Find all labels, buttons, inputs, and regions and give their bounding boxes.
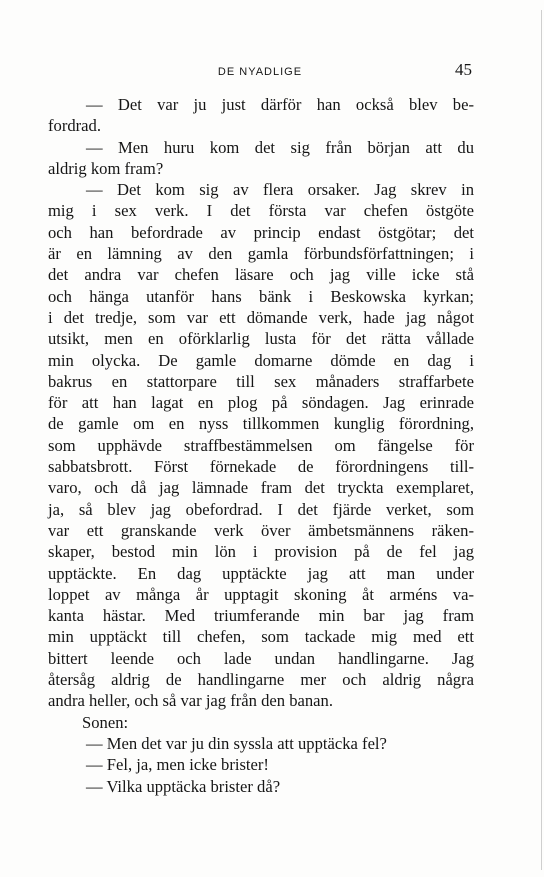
- text-line: — Fel, ja, men icke brister!: [86, 755, 269, 775]
- text-line: var ett granskande verk över ämbetsmännens räken-: [48, 520, 474, 540]
- text-line: bittert leende och lade undan handlingarne. Jag: [48, 648, 474, 668]
- text-line: min olycka. De gamle domarne dömde en dag i: [48, 350, 474, 370]
- text-line: — Men huru kom det sig från början att du: [86, 137, 474, 157]
- text-line: mig i sex verk. I det första var chefen östgöte: [48, 201, 474, 221]
- page-edge: [541, 10, 542, 870]
- text-line: varo, och då jag lämnade fram det tryckta exemplaret,: [48, 478, 474, 498]
- text-line: är en lämning av den gamla förbundsförfattningen; i: [48, 244, 474, 264]
- text-line: upptäckte. En dag upptäckte jag att man under: [48, 563, 474, 583]
- text-line: Sonen:: [82, 712, 129, 732]
- text-line: i det tredje, som var ett dömande verk, hade jag något: [48, 307, 474, 327]
- text-line: för att han lagat en plog på söndagen. Jag erinrade: [48, 393, 474, 413]
- text-line: min upptäckt till chefen, som tackade mig med ett: [48, 627, 474, 647]
- running-head: [48, 60, 472, 82]
- text-line: fordrad.: [48, 116, 101, 136]
- text-line: bakrus en stattorpare till sex månaders straffarbete: [48, 371, 474, 391]
- text-line: — Men det var ju din syssla att upptäcka fel?: [86, 733, 387, 753]
- text-line: loppet av många år upptagit skoning åt arméns va-: [48, 584, 474, 604]
- text-line: aldrig kom fram?: [48, 158, 164, 178]
- text-line: skaper, bestod min lön i provision på de fel jag: [48, 542, 474, 562]
- text-line: de gamle om en nyss tillkommen kunglig förordning,: [48, 414, 474, 434]
- body-text: [48, 94, 474, 797]
- text-line: utsikt, men en oförklarlig lusta för det rätta vållade: [48, 329, 474, 349]
- text-line: andra heller, och så var jag från den banan.: [48, 691, 333, 711]
- text-line: sabbatsbrott. Först förnekade de förordningens till-: [48, 457, 474, 477]
- text-line: det andra var chefen läsare och jag ville icke stå: [48, 265, 474, 285]
- text-line: ja, så blev jag obefordrad. I det fjärde verket, som: [48, 499, 474, 519]
- text-line: som upphävde straffbestämmelsen om fängelse för: [48, 435, 474, 455]
- page-number: 45: [455, 60, 472, 79]
- text-line: återsåg aldrig de handlingarne mer och aldrig några: [48, 670, 474, 690]
- text-line: kanta hästar. Med triumferande min bar jag fram: [48, 606, 474, 626]
- text-line: och hänga utanför hans bänk i Beskowska kyrkan;: [48, 286, 474, 306]
- text-line: och han befordrade av princip endast östgötar; det: [48, 222, 474, 242]
- text-line: — Vilka upptäcka brister då?: [86, 776, 281, 796]
- text-line: — Det kom sig av flera orsaker. Jag skrev in: [86, 180, 474, 200]
- text-line: — Det var ju just därför han också blev be-: [86, 95, 474, 114]
- running-title: DE NYADLIGE: [217, 66, 303, 78]
